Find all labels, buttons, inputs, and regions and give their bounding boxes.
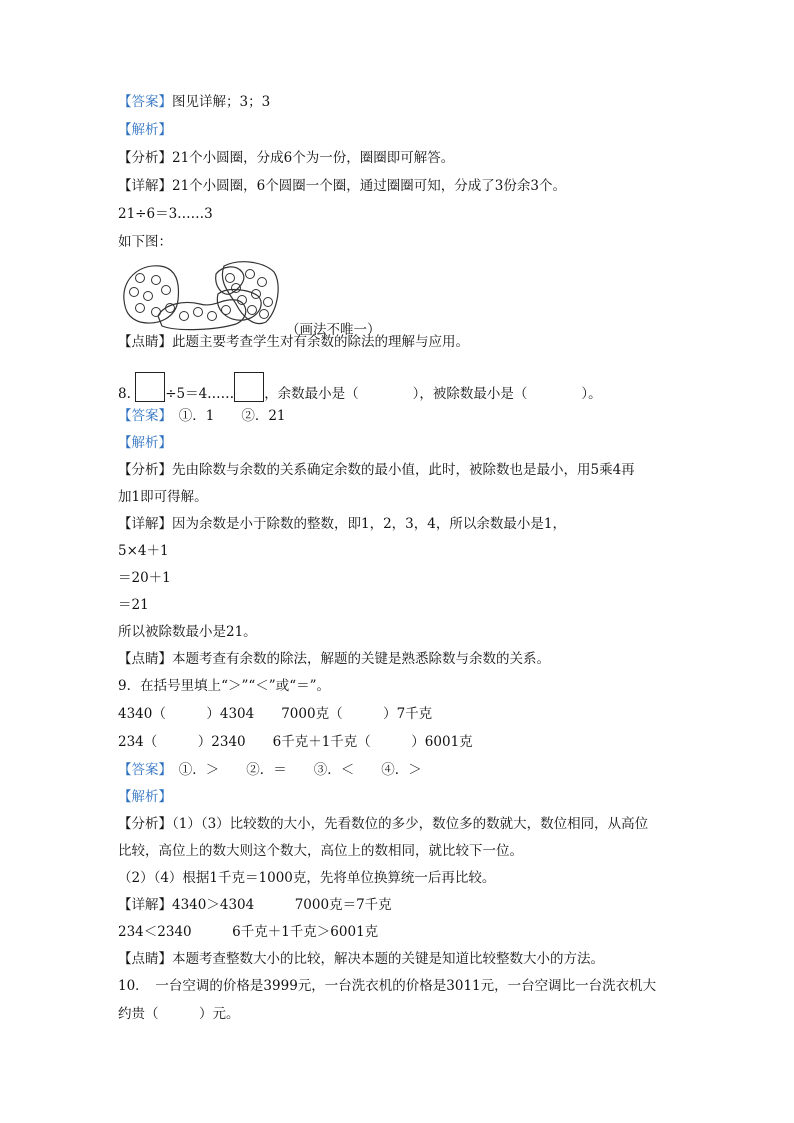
equation-line: ＝21 xyxy=(118,597,149,613)
conclusion-line: 所以被除数最小是21。 xyxy=(118,624,257,640)
figure-caption: （画法不唯一） xyxy=(286,322,381,338)
comment-line: 【点睛】本题考查有余数的除法，解题的关键是熟悉除数与余数的关系。 xyxy=(118,651,550,667)
figure-intro: 如下图： xyxy=(118,234,172,250)
equation-line: 21÷6＝3……3 xyxy=(118,206,213,222)
answer-line: 【答案】图见详解；3；3 xyxy=(118,94,271,110)
detail-line-cont: 234＜2340 6千克＋1千克＞6001克 xyxy=(118,924,379,940)
answer-line: 【答案】 ①．1 ②．21 xyxy=(118,408,286,424)
comment-line: 【点睛】本题考查整数大小的比较，解决本题的关键是知道比较整数大小的方法。 xyxy=(118,951,604,967)
equation-line: 5×4＋1 xyxy=(118,543,169,559)
remainder-blank-box xyxy=(234,372,264,402)
dividend-blank-box xyxy=(135,372,165,402)
analysis-line-cont: 加1即可得解。 xyxy=(118,489,208,505)
detail-line: 【详解】因为余数是小于除数的整数，即1，2，3，4，所以余数最小是1， xyxy=(118,516,566,532)
question-9: 9．在括号里填上“＞”“＜”或“＝”。 xyxy=(118,678,330,694)
detail-line: 【详解】21个小圆圈，6个圆圈一个圈，通过圈圈可知，分成了3份余3个。 xyxy=(118,178,566,194)
analysis-header: 【解析】 xyxy=(118,789,172,805)
detail-line: 【详解】4340＞4304 7000克＝7千克 xyxy=(118,897,392,913)
analysis-line: 【分析】21个小圆圈，分成6个为一份，圈圈即可解答。 xyxy=(118,150,455,166)
question-10-cont: 约贵（ ）元。 xyxy=(118,1006,240,1022)
analysis-line: 【分析】（1）（3）比较数的大小，先看数位的多少，数位多的数就大，数位相同，从高位 xyxy=(118,816,649,832)
question-8: 8. ÷5＝4…… ，余数最小是（ ），被除数最小是（ ）。 xyxy=(118,372,602,404)
question-9-row-1: 4340（ ）4304 7000克（ ）7千克 xyxy=(118,706,433,722)
analysis-line: 【分析】先由除数与余数的关系确定余数的最小值，此时，被除数也是最小，用5乘4再 xyxy=(118,462,635,478)
analysis-line-cont: 比较，高位上的数大则这个数大，高位上的数相同，就比较下一位。 xyxy=(118,843,523,859)
question-9-row-2: 234（ ）2340 6千克＋1千克（ ）6001克 xyxy=(118,734,473,750)
analysis-header: 【解析】 xyxy=(118,435,172,451)
answer-line: 【答案】 ①．＞ ②．＝ ③．＜ ④．＞ xyxy=(118,762,422,778)
analysis-line-cont: （2）（4）根据1千克＝1000克，先将单位换算统一后再比较。 xyxy=(118,870,496,886)
analysis-header: 【解析】 xyxy=(118,122,172,138)
comment-line: 【点睛】此题主要考查学生对有余数的除法的理解与应用。 xyxy=(118,334,469,350)
question-10: 10． 一台空调的价格是3999元，一台洗衣机的价格是3011元，一台空调比一台洗衣机大 xyxy=(118,978,657,994)
equation-line: ＝20＋1 xyxy=(118,570,171,586)
